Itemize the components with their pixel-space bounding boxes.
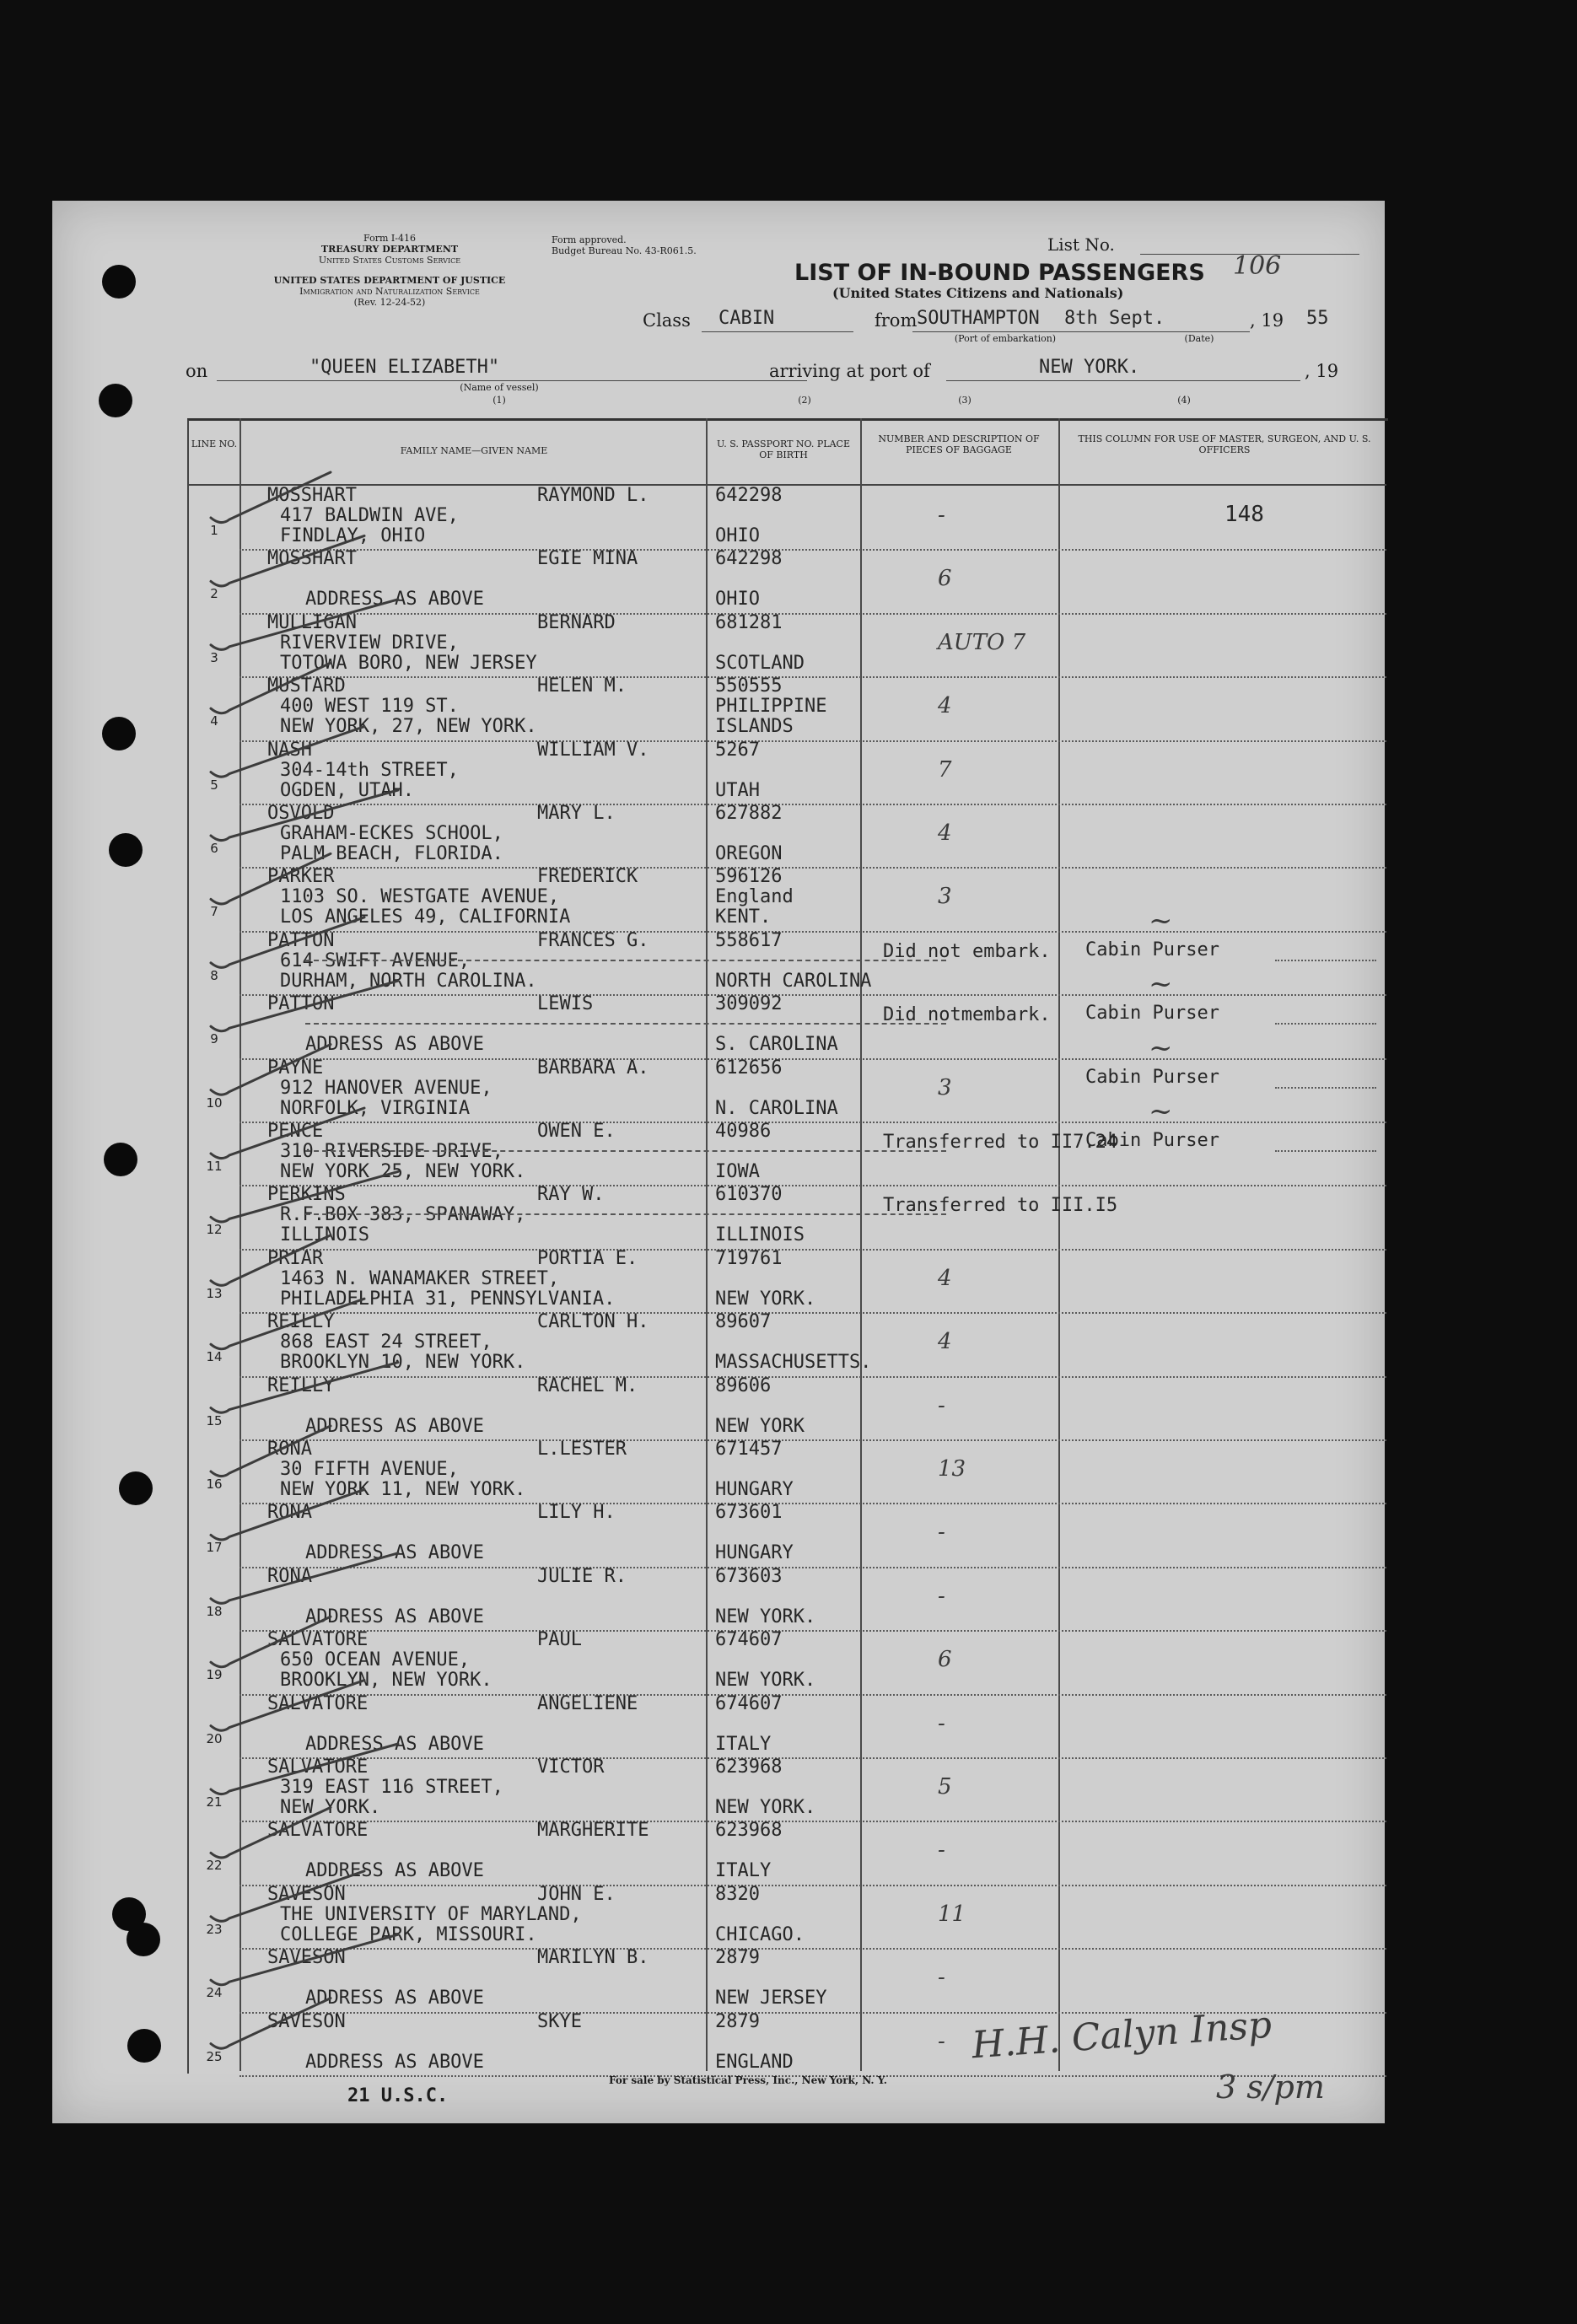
- given-name: JULIE R.: [537, 1565, 627, 1587]
- year-prefix: , 19: [1250, 310, 1284, 331]
- col-num-2: (2): [798, 395, 811, 406]
- row-divider: [240, 676, 1386, 678]
- year-value: 55: [1306, 308, 1329, 329]
- row-number: 24: [206, 1985, 223, 2001]
- row-annotation: Did not embark.: [883, 940, 1051, 962]
- class-value: CABIN: [719, 308, 775, 329]
- place-of-birth: MASSACHUSETTS.: [715, 1352, 872, 1374]
- given-name: PORTIA E.: [537, 1247, 638, 1269]
- given-name: CARLTON H.: [537, 1311, 649, 1333]
- passport-number: 596126: [715, 866, 783, 888]
- row-number: 8: [210, 967, 218, 983]
- address-line-2: PHILADELPHIA 31, PENNSYLVANIA.: [280, 1288, 616, 1310]
- address-line-2: ADDRESS AS ABOVE: [305, 1988, 484, 2009]
- binder-hole: [99, 384, 132, 417]
- purser-note: Cabin Purser: [1085, 1003, 1219, 1025]
- address-line-1: 304-14th STREET,: [280, 759, 459, 781]
- row-number: 12: [206, 1222, 223, 1238]
- given-name: VICTOR: [537, 1756, 605, 1778]
- passport-number: 610370: [715, 1184, 783, 1206]
- family-name: OSVOLD: [267, 803, 335, 824]
- baggage-count: -: [938, 1965, 945, 1991]
- family-name: PATTON: [267, 993, 335, 1015]
- address-line-2: ADDRESS AS ABOVE: [305, 1415, 484, 1437]
- given-name: BERNARD: [537, 611, 616, 633]
- row-number: 7: [210, 904, 218, 920]
- baggage-count: 4: [938, 820, 952, 846]
- row-annotation: Transferred to III.I5: [883, 1195, 1118, 1217]
- purser-dots: [1275, 1150, 1376, 1152]
- arriving-line: [946, 380, 1300, 381]
- row-divider: [240, 1885, 1386, 1886]
- family-name: PARKER: [267, 866, 335, 888]
- row-divider: [240, 613, 1386, 615]
- class-line: [702, 331, 853, 332]
- row-number: 15: [206, 1412, 223, 1428]
- passport-number: 550555: [715, 675, 783, 697]
- passport-number: 8320: [715, 1883, 760, 1905]
- given-name: RAYMOND L.: [537, 485, 649, 506]
- binder-hole: [109, 833, 143, 867]
- row-divider: [240, 549, 1386, 551]
- row-divider: [240, 1948, 1386, 1950]
- baggage-count: 4: [938, 693, 952, 719]
- form-title: LIST OF IN-BOUND PASSENGERS: [794, 260, 1205, 286]
- baggage-count: -: [938, 1392, 945, 1418]
- place-of-birth: England: [715, 886, 794, 908]
- address-line-2: ADDRESS AS ABOVE: [305, 1034, 484, 1056]
- arriving-label: arriving at port of: [769, 361, 930, 381]
- row-divider: [240, 1058, 1386, 1060]
- address-line-2: ADDRESS AS ABOVE: [305, 1606, 484, 1627]
- row-annotation: Did notmembark.: [883, 1004, 1051, 1026]
- justice-dept: UNITED STATES DEPARTMENT OF JUSTICE: [273, 275, 506, 286]
- passport-number: 673603: [715, 1565, 783, 1587]
- family-name: RONA: [267, 1439, 312, 1460]
- address-line-2: NORFOLK, VIRGINIA: [280, 1097, 471, 1119]
- annotation-dash: [305, 1023, 946, 1025]
- given-name: EGIE MINA: [537, 548, 638, 570]
- binder-hole: [102, 717, 136, 750]
- baggage-count: 11: [938, 1901, 966, 1927]
- address-line-2: NEW YORK, 27, NEW YORK.: [280, 716, 537, 738]
- vessel-line: [217, 380, 807, 381]
- list-no-line: [1140, 254, 1359, 255]
- col-num-1: (1): [492, 395, 506, 406]
- address-line-1: 30 FIFTH AVENUE,: [280, 1459, 459, 1480]
- passport-number: 2879: [715, 2010, 760, 2032]
- address-line-1: 912 HANOVER AVENUE,: [280, 1077, 492, 1099]
- place-of-birth: OREGON: [715, 843, 783, 864]
- family-name: SALVATORE: [267, 1820, 369, 1842]
- passport-number: 671457: [715, 1439, 783, 1460]
- given-name: SKYE: [537, 2010, 582, 2032]
- place-of-birth: OHIO: [715, 589, 760, 611]
- officer-stamp: 148: [1224, 502, 1264, 527]
- purser-signature: ~: [1149, 1030, 1173, 1065]
- row-number: 13: [206, 1285, 223, 1301]
- address-line-2: LOS ANGELES 49, CALIFORNIA: [280, 906, 571, 928]
- place-of-birth: ENGLAND: [715, 2051, 794, 2073]
- address-line-2: BROOKLYN, NEW YORK.: [280, 1670, 492, 1692]
- immigration-service: Immigration and Naturalization Service: [299, 286, 480, 297]
- from-line: [912, 331, 1250, 332]
- address-line-2: NEW YORK 11, NEW YORK.: [280, 1479, 526, 1500]
- given-name: LILY H.: [537, 1502, 616, 1524]
- binder-hole: [119, 1471, 153, 1505]
- family-name: SAVESON: [267, 2010, 346, 2032]
- address-line-1: 614 SWIFT AVENUE,: [280, 950, 471, 971]
- binder-hole: [127, 2029, 161, 2063]
- baggage-count: 5: [938, 1774, 952, 1799]
- given-name: PAUL: [537, 1629, 582, 1651]
- baggage-count: AUTO 7: [938, 629, 1026, 655]
- passport-number: 623968: [715, 1820, 783, 1842]
- given-name: FREDERICK: [537, 866, 638, 888]
- baggage-count: -: [938, 503, 945, 528]
- arriving-port: NEW YORK.: [1039, 357, 1140, 378]
- place-of-birth: OHIO: [715, 525, 760, 546]
- passport-number: 674607: [715, 1692, 783, 1714]
- family-name: MOSSHART: [267, 548, 357, 570]
- header-name: FAMILY NAME—GIVEN NAME: [400, 445, 548, 456]
- header-passport: U. S. PASSPORT NO. PLACE OF BIRTH: [716, 438, 851, 460]
- header-baggage: NUMBER AND DESCRIPTION OF PIECES OF BAGGAGE: [878, 433, 1040, 455]
- place-of-birth: NEW YORK.: [715, 1606, 816, 1627]
- address-line-2: ADDRESS AS ABOVE: [305, 1542, 484, 1564]
- family-name: RONA: [267, 1502, 312, 1524]
- footer-printer: For sale by Statistical Press, Inc., New York, N. Y.: [609, 2074, 887, 2086]
- place-of-birth: ILLINOIS: [715, 1224, 805, 1246]
- on-label: on: [186, 361, 208, 381]
- row-divider: [240, 1821, 1386, 1822]
- place-of-birth: HUNGARY: [715, 1542, 794, 1564]
- passport-number: 674607: [715, 1629, 783, 1651]
- row-number: 25: [206, 2048, 223, 2064]
- row-number: 14: [206, 1349, 223, 1365]
- baggage-count: -: [938, 1520, 945, 1546]
- row-divider: [240, 804, 1386, 805]
- given-name: HELEN M.: [537, 675, 627, 697]
- place-of-birth: IOWA: [715, 1161, 760, 1182]
- from-value: SOUTHAMPTON: [917, 308, 1040, 329]
- family-name: SAVESON: [267, 1947, 346, 1969]
- family-name: PAYNE: [267, 1057, 324, 1079]
- place-of-birth: S. CAROLINA: [715, 1034, 838, 1056]
- row-number: 19: [206, 1667, 223, 1683]
- address-line-1: 400 WEST 119 ST.: [280, 696, 459, 718]
- place-of-birth: NORTH CAROLINA: [715, 970, 872, 992]
- row-divider: [240, 1122, 1386, 1123]
- family-name: PRIAR: [267, 1247, 324, 1269]
- address-line-2: PALM BEACH, FLORIDA.: [280, 843, 503, 864]
- form-approved: Form approved.: [552, 234, 627, 245]
- row-number: 16: [206, 1477, 223, 1492]
- baggage-count: 7: [938, 756, 952, 783]
- purser-signature: ~: [1149, 903, 1173, 938]
- passport-number: 558617: [715, 929, 783, 951]
- place-of-birth: SCOTLAND: [715, 652, 805, 674]
- row-divider: [240, 1694, 1386, 1696]
- row-divider: [240, 1376, 1386, 1378]
- passport-number: 623968: [715, 1756, 783, 1778]
- address-line-1: 1103 SO. WESTGATE AVENUE,: [280, 886, 560, 908]
- place-of-birth: NEW YORK.: [715, 1797, 816, 1818]
- baggage-count: 3: [938, 1074, 952, 1100]
- from-label: from: [875, 310, 918, 331]
- manifest-page: [52, 201, 1385, 2123]
- passport-number: 89607: [715, 1311, 772, 1333]
- row-number: 2: [210, 586, 218, 602]
- given-name: OWEN E.: [537, 1121, 616, 1142]
- row-annotation: Transferred to II7.24: [883, 1132, 1118, 1153]
- address-line-2: ADDRESS AS ABOVE: [305, 1860, 484, 1882]
- row-divider: [240, 1757, 1386, 1759]
- footer-statute: 21 U.S.C.: [347, 2085, 449, 2106]
- given-name: MARGHERITE: [537, 1820, 649, 1842]
- passport-number: 719761: [715, 1247, 783, 1269]
- family-name: REILLY: [267, 1311, 335, 1333]
- list-no-label: List No.: [1047, 234, 1115, 255]
- passport-number: 673601: [715, 1502, 783, 1524]
- vessel-caption: (Name of vessel): [460, 382, 539, 393]
- family-name: REILLY: [267, 1374, 335, 1396]
- baggage-count: 4: [938, 1329, 952, 1355]
- row-number: 22: [206, 1858, 223, 1874]
- row-number: 5: [210, 777, 218, 793]
- row-number: 17: [206, 1540, 223, 1556]
- address-line-1: 319 EAST 116 STREET,: [280, 1777, 503, 1798]
- row-divider: [240, 740, 1386, 742]
- family-name: MUSTARD: [267, 675, 346, 697]
- passport-number: 642298: [715, 485, 783, 506]
- list-no-value: 106: [1233, 251, 1282, 281]
- address-line-1: THE UNIVERSITY OF MARYLAND,: [280, 1903, 582, 1925]
- address-line-2: OGDEN, UTAH.: [280, 779, 414, 801]
- address-line-1: 650 OCEAN AVENUE,: [280, 1649, 471, 1671]
- family-name: MULLIGAN: [267, 611, 357, 633]
- family-name: SALVATORE: [267, 1629, 369, 1651]
- row-number: 23: [206, 1921, 223, 1937]
- address-line-2: ADDRESS AS ABOVE: [305, 2051, 484, 2073]
- address-line-2: NEW YORK 25, NEW YORK.: [280, 1161, 526, 1182]
- header-officers: THIS COLUMN FOR USE OF MASTER, SURGEON, AND U. S. OFFICERS: [1078, 433, 1371, 455]
- signature-note: 3 s/pm: [1216, 2068, 1325, 2106]
- row-number: 9: [210, 1031, 218, 1047]
- passport-number: 642298: [715, 548, 783, 570]
- row-number: 1: [210, 523, 218, 538]
- address-line-2: COLLEGE PARK, MISSOURI.: [280, 1923, 537, 1945]
- given-name: ANGELIENE: [537, 1692, 638, 1714]
- col-divider-passport: [706, 418, 708, 2071]
- place-of-birth: CHICAGO.: [715, 1923, 805, 1945]
- row-divider: [240, 1185, 1386, 1186]
- address-line-1: 310 RIVERSIDE DRIVE,: [280, 1141, 503, 1162]
- header-rule: [187, 484, 1386, 486]
- given-name: MARILYN B.: [537, 1947, 649, 1969]
- passport-number: 89606: [715, 1374, 772, 1396]
- baggage-count: 6: [938, 566, 952, 592]
- family-name: PATTON: [267, 929, 335, 951]
- inspector-signature: H.H. Calyn Insp: [970, 2003, 1273, 2068]
- family-name: SALVATORE: [267, 1756, 369, 1778]
- baggage-count: -: [938, 1837, 945, 1864]
- binder-hole: [104, 1143, 137, 1176]
- given-name: FRANCES G.: [537, 929, 649, 951]
- row-divider: [240, 1439, 1386, 1441]
- annotation-dash: [305, 1213, 946, 1215]
- col-num-4: (4): [1177, 395, 1191, 406]
- given-name: WILLIAM V.: [537, 739, 649, 761]
- baggage-count: 4: [938, 1265, 952, 1291]
- form-subtitle: (United States Citizens and Nationals): [832, 285, 1124, 301]
- vessel-name: "QUEEN ELIZABETH": [309, 357, 500, 378]
- purser-dots: [1275, 960, 1376, 961]
- passport-number: 309092: [715, 993, 783, 1015]
- given-name: L.LESTER: [537, 1439, 627, 1460]
- given-name: JOHN E.: [537, 1883, 616, 1905]
- header-line-no: LINE NO.: [191, 438, 238, 449]
- row-number: 10: [206, 1095, 223, 1111]
- row-divider: [240, 994, 1386, 996]
- col-divider-baggage: [860, 418, 862, 2071]
- place-of-birth: HUNGARY: [715, 1479, 794, 1500]
- passport-number: 5267: [715, 739, 760, 761]
- annotation-dash: [305, 960, 946, 961]
- family-name: SALVATORE: [267, 1692, 369, 1714]
- row-divider: [240, 867, 1386, 869]
- purser-note: Cabin Purser: [1085, 939, 1219, 960]
- budget-bureau: Budget Bureau No. 43-R061.5.: [552, 245, 697, 256]
- address-line-2: FINDLAY, OHIO: [280, 525, 426, 546]
- arriving-year: , 19: [1305, 361, 1339, 381]
- col-divider-name: [240, 418, 241, 2071]
- date-caption: (Date): [1184, 333, 1214, 344]
- row-divider: [240, 1630, 1386, 1632]
- baggage-count: 6: [938, 1647, 952, 1673]
- given-name: MARY L.: [537, 803, 616, 824]
- col-num-3: (3): [958, 395, 971, 406]
- address-line-1: GRAHAM-ECKES SCHOOL,: [280, 823, 503, 844]
- place-of-birth-2: KENT.: [715, 906, 772, 928]
- form-number: Form I-416: [363, 233, 416, 244]
- address-line-2: DURHAM, NORTH CAROLINA.: [280, 970, 537, 992]
- passport-number: 2879: [715, 1947, 760, 1969]
- address-line-2: ADDRESS AS ABOVE: [305, 589, 484, 611]
- treasury-dept: TREASURY DEPARTMENT: [320, 244, 459, 255]
- place-of-birth: PHILIPPINE: [715, 696, 827, 718]
- place-of-birth: NEW YORK: [715, 1415, 805, 1437]
- place-of-birth: N. CAROLINA: [715, 1097, 838, 1119]
- place-of-birth: NEW YORK.: [715, 1670, 816, 1692]
- row-divider: [240, 931, 1386, 933]
- customs-service: United States Customs Service: [318, 255, 461, 266]
- given-name: LEWIS: [537, 993, 594, 1015]
- passport-number: 612656: [715, 1057, 783, 1079]
- row-number: 6: [210, 841, 218, 856]
- given-name: RACHEL M.: [537, 1374, 638, 1396]
- address-line-2: BROOKLYN 10, NEW YORK.: [280, 1352, 526, 1374]
- passport-number: 681281: [715, 611, 783, 633]
- row-number: 4: [210, 713, 218, 729]
- place-of-birth: NEW JERSEY: [715, 1988, 827, 2009]
- row-number: 3: [210, 649, 218, 665]
- purser-note: Cabin Purser: [1085, 1130, 1219, 1151]
- row-number: 18: [206, 1603, 223, 1619]
- family-name: PERKINS: [267, 1184, 346, 1206]
- address-line-1: 868 EAST 24 STREET,: [280, 1331, 492, 1353]
- given-name: BARBARA A.: [537, 1057, 649, 1079]
- place-of-birth-2: ISLANDS: [715, 716, 794, 738]
- baggage-count: -: [938, 1710, 945, 1736]
- annotation-dash: [305, 1150, 946, 1152]
- address-line-2: NEW YORK.: [280, 1797, 381, 1818]
- address-line-1: R.F.BOX 383, SPANAWAY,: [280, 1204, 526, 1226]
- place-of-birth: NEW YORK.: [715, 1288, 816, 1310]
- purser-dots: [1275, 1023, 1376, 1025]
- passport-number: 40986: [715, 1121, 772, 1142]
- family-name: RONA: [267, 1565, 312, 1587]
- place-of-birth: UTAH: [715, 779, 760, 801]
- row-divider: [240, 1503, 1386, 1504]
- purser-dots: [1275, 1087, 1376, 1089]
- purser-note: Cabin Purser: [1085, 1066, 1219, 1088]
- revision-date: (Rev. 12-24-52): [353, 297, 426, 308]
- class-label: Class: [643, 310, 691, 331]
- baggage-count: 3: [938, 884, 952, 910]
- purser-signature: ~: [1149, 967, 1173, 1002]
- place-of-birth: ITALY: [715, 1860, 772, 1882]
- baggage-count: -: [938, 2028, 945, 2054]
- passport-number: 627882: [715, 803, 783, 824]
- port-caption: (Port of embarkation): [954, 333, 1057, 344]
- address-line-1: 1463 N. WANAMAKER STREET,: [280, 1267, 560, 1289]
- date-value: 8th Sept.: [1064, 308, 1165, 329]
- row-divider: [240, 1312, 1386, 1314]
- row-number: 21: [206, 1794, 223, 1810]
- place-of-birth: ITALY: [715, 1733, 772, 1755]
- address-line-1: 417 BALDWIN AVE,: [280, 505, 459, 526]
- address-line-2: ILLINOIS: [280, 1224, 369, 1246]
- binder-hole: [102, 265, 136, 299]
- row-number: 20: [206, 1730, 223, 1746]
- family-name: NASH: [267, 739, 312, 761]
- family-name: PENCE: [267, 1121, 324, 1142]
- row-divider: [240, 1249, 1386, 1251]
- purser-signature: ~: [1149, 1095, 1173, 1128]
- col-divider-officers: [1058, 418, 1060, 2071]
- family-name: SAVESON: [267, 1883, 346, 1905]
- baggage-count: -: [938, 1583, 945, 1609]
- row-divider: [240, 1567, 1386, 1568]
- given-name: RAY W.: [537, 1184, 605, 1206]
- binder-hole: [126, 1923, 160, 1956]
- row-number: 11: [206, 1159, 223, 1174]
- baggage-count: 13: [938, 1456, 966, 1482]
- family-name: MOSSHART: [267, 485, 357, 506]
- address-line-1: RIVERVIEW DRIVE,: [280, 632, 459, 654]
- address-line-2: TOTOWA BORO, NEW JERSEY: [280, 652, 537, 674]
- address-line-2: ADDRESS AS ABOVE: [305, 1733, 484, 1755]
